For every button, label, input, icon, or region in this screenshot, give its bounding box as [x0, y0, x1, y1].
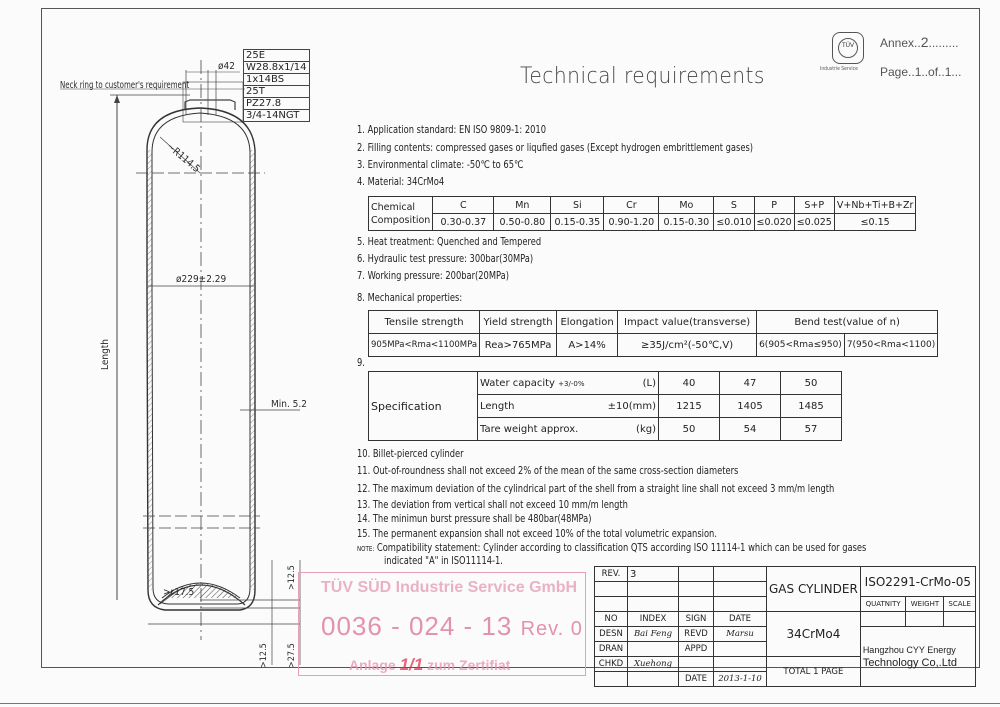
value-cell: A>14%	[557, 334, 618, 357]
empty-cell	[714, 642, 767, 657]
requirement-item: 7. Working pressure: 200bar(20MPa)	[357, 270, 509, 282]
value-cell: 0.15-0.35	[551, 214, 604, 231]
empty-cell	[860, 612, 906, 627]
stamp-company: TÜV SÜD Industrie Service GmbH	[321, 579, 578, 596]
logo-caption: Industrie Service	[820, 66, 858, 72]
header-cell: S	[714, 197, 754, 214]
rev-label: REV.	[595, 567, 628, 582]
header-cell: Si	[551, 197, 604, 214]
value-cell: ≤0.010	[714, 214, 754, 231]
mechanical-properties-table	[368, 310, 938, 357]
empty-cell	[944, 612, 975, 627]
neck-ring-label: Neck ring to customer's requirement	[60, 80, 190, 91]
total-pages: TOTAL 1 PAGE	[767, 657, 861, 687]
empty-cell	[679, 567, 714, 582]
empty-cell	[595, 672, 628, 687]
thread-spec: 3/4-14NGT	[244, 110, 310, 122]
stamp-number: 0036 - 024 - 13 Rev. 0	[321, 611, 583, 641]
note-line: NOTE: Compatibility statement: Cylinder according to classification QTS according ISO 11114-1 which can be used for gases	[357, 542, 867, 554]
spec-row-name: Water capacity +3/-0% (L)	[478, 372, 659, 395]
designer-signature: Bai Feng	[628, 627, 679, 642]
value-cell: ≤0.025	[794, 214, 834, 231]
spec-label: Specification	[369, 372, 478, 441]
value-cell: 40	[659, 372, 720, 395]
header-cell: Yield strength	[480, 311, 557, 334]
index-label: INDEX	[628, 612, 679, 627]
header-cell: S+P	[794, 197, 834, 214]
length-label: Length	[100, 338, 111, 370]
empty-cell	[679, 657, 714, 672]
requirement-item: 14. The minimun burst pressure shall be 480bar(48MPa)	[357, 513, 592, 525]
dran-label: DRAN	[595, 642, 628, 657]
requirement-item: 2. Filling contents: compressed gases or liqufied gases (Except hydrogen embrittlement gases)	[357, 142, 754, 154]
product-name: GAS CYLINDER	[767, 567, 861, 612]
requirement-item: 10. Billet-pierced cylinder	[357, 448, 464, 460]
rev-value: 3	[628, 567, 679, 582]
empty-cell	[628, 672, 679, 687]
empty-cell	[714, 657, 767, 672]
empty-cell	[628, 582, 679, 597]
requirement-item: 11. Out-of-roundness shall not exceed 2% of the mean of the same cross-section diameters	[357, 465, 739, 477]
value-cell: 1485	[781, 395, 842, 418]
value-cell: 0.15-0.30	[659, 214, 714, 231]
note-line: indicated "A" in ISO11114-1.	[384, 555, 503, 567]
empty-cell	[628, 597, 679, 612]
tuv-certification-stamp	[298, 572, 586, 676]
header-cell: V+Nb+Ti+B+Zr	[834, 197, 916, 214]
page-title: Technical requirements	[520, 64, 765, 89]
value-cell: 1405	[720, 395, 781, 418]
requirement-item: 5. Heat treatment: Quenched and Tempered	[357, 236, 542, 248]
value-cell: 1215	[659, 395, 720, 418]
header-cell: Cr	[604, 197, 659, 214]
value-cell: 50	[659, 418, 720, 441]
value-cell: 0.30-0.37	[433, 214, 494, 231]
specification-table	[368, 371, 842, 441]
header-cell: Impact value(transverse)	[618, 311, 757, 334]
date-label: DATE	[714, 612, 767, 627]
diameter-label: ø229±2.29	[176, 274, 227, 285]
value-cell: 6(905<Rma≤950)	[757, 334, 845, 357]
thread-spec: 25E	[244, 50, 310, 62]
thread-spec-table	[243, 49, 310, 122]
header-cell: Elongation	[557, 311, 618, 334]
header-cell: Mo	[659, 197, 714, 214]
requirement-item: 4. Material: 34CrMo4	[357, 176, 445, 188]
empty-cell	[679, 582, 714, 597]
value-cell: 50	[781, 372, 842, 395]
value-cell: ≥35J/cm²(-50℃,V)	[618, 334, 757, 357]
value-cell: 54	[720, 418, 781, 441]
value-cell: ≤0.15	[834, 214, 916, 231]
header-cell: Tensile strength	[369, 311, 480, 334]
page-field: Page..1..of..1...	[880, 65, 962, 79]
value-cell: 47	[720, 372, 781, 395]
tuv-logo	[832, 32, 864, 64]
empty-cell	[679, 597, 714, 612]
quantity-label: QUATNITY	[860, 597, 906, 612]
header-cell: P	[754, 197, 794, 214]
empty-cell	[714, 567, 767, 582]
date-value: 2013-1-10	[714, 672, 767, 687]
requirement-item: 1. Application standard: EN ISO 9809-1: 2010	[357, 124, 547, 136]
empty-cell	[595, 582, 628, 597]
empty-cell	[714, 582, 767, 597]
header-cell: Mn	[494, 197, 551, 214]
stamp-annex: Anlage 1/1 zum Zertifiat	[349, 655, 511, 674]
material: 34CrMo4	[767, 612, 861, 657]
checker-signature: Xuehong	[628, 657, 679, 672]
requirement-item: 9.	[357, 357, 365, 369]
tuv-logo-icon: TÜV	[838, 38, 858, 58]
neck-diameter-label: ø42	[218, 61, 235, 72]
dim-label: >12.5	[259, 643, 269, 668]
requirement-item: 12. The maximum deviation of the cylindrical part of the shell from a straight line shall not exceed 3 mm/m length	[357, 483, 835, 495]
chkd-label: CHKD	[595, 657, 628, 672]
empty-cell	[906, 612, 944, 627]
dome-radius-label: ~R114.5	[164, 141, 202, 176]
value-cell: 0.90-1.20	[604, 214, 659, 231]
desn-label: DESN	[595, 627, 628, 642]
thread-spec: PZ27.8	[244, 98, 310, 110]
chemical-composition-table	[368, 196, 916, 231]
value-cell: ≤0.020	[754, 214, 794, 231]
dim-label: >27.5	[287, 643, 297, 668]
header-cell: Bend test(value of n)	[757, 311, 938, 334]
annex-field: Annex..2.........	[880, 34, 959, 50]
requirement-item: 8. Mechanical properties:	[357, 292, 463, 304]
min-wall-label: Min. 5.2	[271, 399, 307, 410]
dim-label: >12.5	[287, 565, 297, 590]
spec-row-name: Tare weight approx. (kg)	[478, 418, 659, 441]
value-cell: 57	[781, 418, 842, 441]
drawing-number: ISO2291-CrMo-05	[860, 567, 975, 597]
thread-spec: W28.8x1/14	[244, 62, 310, 74]
sign-label: SIGN	[679, 612, 714, 627]
date-label: DATE	[679, 672, 714, 687]
value-cell: Rea>765MPa	[480, 334, 557, 357]
thread-spec: 1x14BS	[244, 74, 310, 86]
company-name: Hangzhou CYY Energy Technology Co,.Ltd	[860, 627, 975, 687]
value-cell: 905MPa<Rma<1100MPa	[369, 334, 480, 357]
requirement-item: 13. The deviation from vertical shall not exceed 10 mm/m length	[357, 499, 628, 511]
revd-label: REVD	[679, 627, 714, 642]
base-radius-label: >r17.5	[163, 587, 195, 598]
value-cell: 0.50-0.80	[494, 214, 551, 231]
reviewer-signature: Marsu	[714, 627, 767, 642]
value-cell: 7(950<Rma<1100)	[844, 334, 937, 357]
title-block-table	[594, 566, 976, 687]
chemical-label: Chemical Composition	[369, 197, 433, 231]
no-label: NO	[595, 612, 628, 627]
thread-spec: 25T	[244, 86, 310, 98]
empty-cell	[628, 642, 679, 657]
requirement-item: 6. Hydraulic test pressure: 300bar(30MPa)	[357, 253, 534, 265]
requirement-item: 15. The permanent expansion shall not exceed 10% of the total volumetric expansion.	[357, 528, 717, 540]
scale-label: SCALE	[944, 597, 975, 612]
empty-cell	[714, 597, 767, 612]
weight-label: WEIGHT	[906, 597, 944, 612]
requirement-item: 3. Environmental climate: -50℃ to 65℃	[357, 159, 524, 171]
empty-cell	[595, 597, 628, 612]
appd-label: APPD	[679, 642, 714, 657]
spec-row-name: Length ±10(mm)	[478, 395, 659, 418]
header-cell: C	[433, 197, 494, 214]
